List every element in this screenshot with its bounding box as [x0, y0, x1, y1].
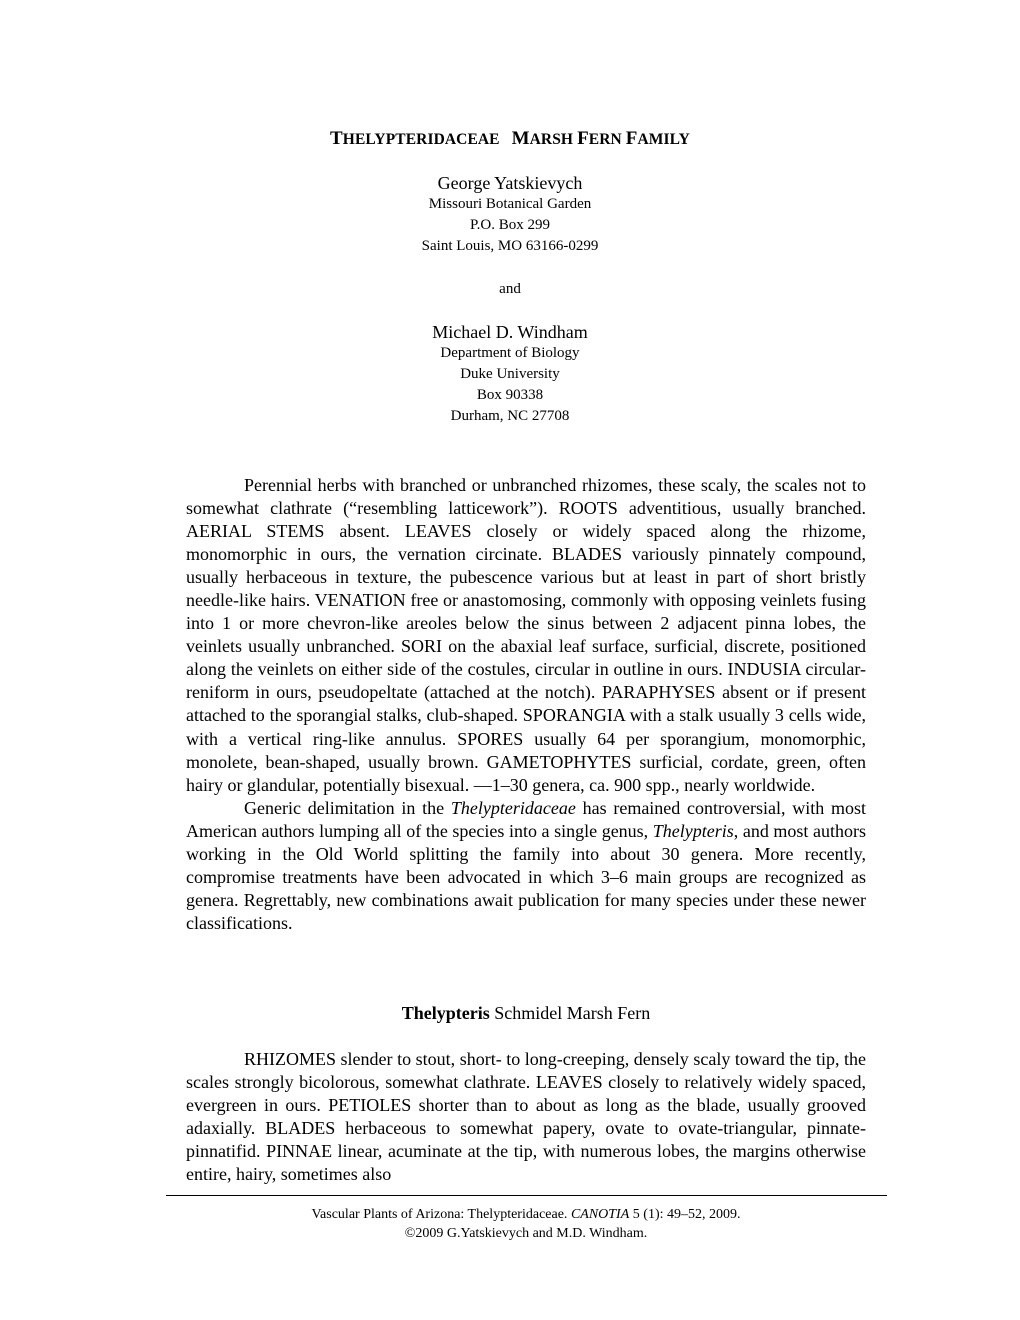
author-affiliation: Duke University	[460, 366, 560, 382]
author-affiliation: Missouri Botanical Garden	[428, 196, 592, 212]
author-affiliation: Department of Biology	[440, 345, 580, 361]
genus-authority: Schmidel Marsh Fern	[489, 1003, 651, 1023]
author-address: Durham, NC 27708	[450, 408, 570, 424]
genus-description-paragraph: RHIZOMES slender to stout, short- to long-creeping, densely scaly toward the tip, the scales strongly bicolorous, somewhat clathrate. LEAVES closely to relatively widely spaced, evergreen in ours. PETIOLES shorter than to about as long as the blade, usually grooved adaxially. BLADES herbaceous to somewhat papery, ovate to ovate-triangular, pinnate-pinnatifid. PINNAE linear, acuminate at the tip, with numerous lobes, the margins otherwise entire, hairy, sometimes also	[186, 1049, 866, 1185]
author-address: Box 90338	[476, 387, 544, 403]
author-block-1	[0, 172, 1020, 257]
family-description	[186, 474, 866, 935]
author-name: Michael D. Windham	[432, 322, 588, 342]
author-address: Saint Louis, MO 63166-0299	[421, 238, 599, 254]
and-separator: and	[499, 281, 521, 297]
footer-divider	[166, 1195, 887, 1196]
footer-citation: Vascular Plants of Arizona: Thelypteridaceae. CANOTIA 5 (1): 49–52, 2009.	[311, 1207, 741, 1222]
genus-heading	[0, 1003, 1020, 1024]
footer-copyright: ©2009 G.Yatskievych and M.D. Windham.	[404, 1226, 648, 1241]
delimitation-paragraph: Generic delimitation in the Thelypteridaceae has remained controversial, with most American authors lumping all of the species into a single genus, Thelypteris, and most authors working in the Old World splitting the family into about 30 genera. More recently, compromise treatments have been advocated in which 3–6 main groups are recognized as genera. Regrettably, new combinations await publication for many species under these newer classifications.	[186, 797, 866, 933]
author-name: George Yatskievych	[437, 173, 583, 193]
genus-name: Thelypteris	[401, 1003, 490, 1023]
genus-description	[186, 1048, 866, 1186]
author-block-2	[0, 321, 1020, 427]
journal-name: CANOTIA	[570, 1207, 630, 1222]
author-address: P.O. Box 299	[469, 217, 551, 233]
family-title: THELYPTERIDACEAE MARSH FERN FAMILY	[330, 128, 690, 149]
description-paragraph: Perennial herbs with branched or unbranched rhizomes, these scaly, the scales not to somewhat clathrate (“resembling latticework”). ROOTS adventitious, usually branched. AERIAL STEMS absent. LEAVES closely or widely spaced along the rhizome, monomorphic in ours, the vernation circinate. BLADES variously pinnately compound, usually herbaceous in texture, the pubescence various but at least in part of short bristly needle-like hairs. VENATION free or anastomosing, commonly with opposing veinlets fusing into 1 or more chevron-like areoles below the sinus between 2 adjacent pinna lobes, the veinlets usually unbranched. SORI on the abaxial leaf surface, surficial, discrete, positioned along the veinlets on either side of the costules, circular in outline in ours. INDUSIA circular-reniform in ours, pseudopeltate (attached at the notch). PARAPHYSES absent or if present attached to the sporangial stalks, club-shaped. SPORANGIA with a stalk usually 3 cells wide, with a vertical ring-like annulus. SPORES usually 64 per sporangium, monomorphic, monolete, bean-shaped, usually brown. GAMETOPHYTES surficial, cordate, green, often hairy or glandular, potentially bisexual. —1–30 genera, ca. 900 spp., nearly worldwide.	[186, 475, 866, 795]
